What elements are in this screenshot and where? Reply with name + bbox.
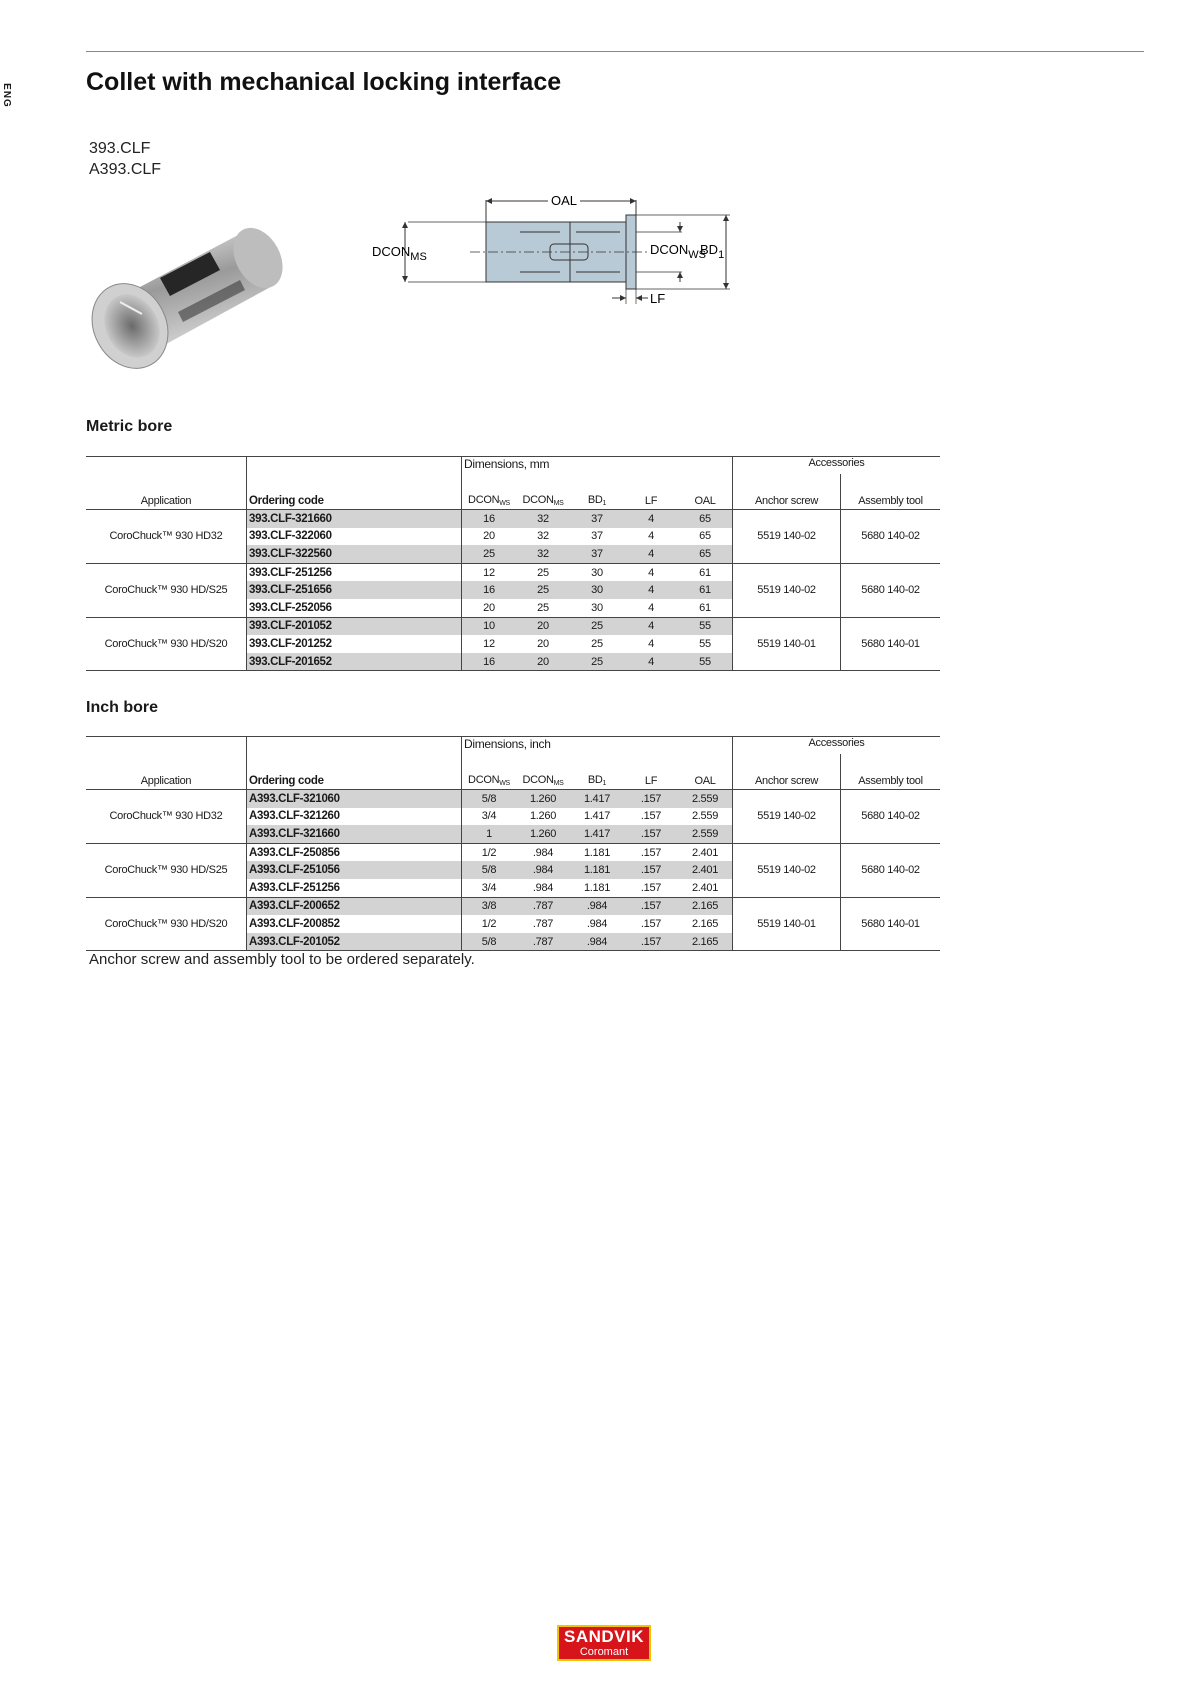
table-header-cell (86, 737, 247, 755)
table-cell: 4 (648, 530, 654, 543)
table-row (86, 563, 940, 581)
table-cell: 1/2 (462, 843, 517, 861)
table-cell: 5/8 (462, 790, 517, 808)
accessories-header: Accessories (733, 457, 941, 475)
table-cell: 1.260 (529, 810, 557, 823)
table-cell: 37 (570, 545, 624, 563)
ordering-code: A393.CLF-200652 (247, 897, 462, 915)
table-cell: 20 (462, 599, 517, 617)
table-cell: 12 (462, 563, 517, 581)
ordering-code: A393.CLF-321260 (247, 808, 462, 826)
table-cell: 65 (699, 530, 711, 543)
table-cell: .984 (532, 846, 554, 859)
table-cell: 2.559 (678, 825, 733, 843)
table-cell: 25 (516, 599, 570, 617)
application-cell: CoroChuck™ 930 HD/S25 (86, 563, 247, 617)
table-cell: .787 (516, 897, 570, 915)
table-cell: 1.181 (570, 861, 624, 879)
table-cell: 65 (678, 545, 733, 563)
footnote: Anchor screw and assembly tool to be ordered separately. (89, 951, 475, 968)
page-title: Collet with mechanical locking interface (86, 68, 562, 96)
dcon-ms-header: $DCON_{MS}$ (516, 474, 570, 510)
ordering-code: 393.CLF-251256 (247, 563, 462, 581)
application-cell: CoroChuck™ 930 HD32 (86, 790, 247, 844)
ordering-code: A393.CLF-200852 (247, 915, 462, 933)
ordering-code: 393.CLF-201652 (247, 653, 462, 671)
table-cell: 2.165 (678, 933, 733, 951)
table-cell: .157 (624, 790, 678, 808)
assembly-tool-cell: 5680 140-02 (841, 563, 941, 617)
table-cell: 2.401 (678, 861, 733, 879)
dcon-ws-header: $DCON_{WS}$ (462, 754, 517, 790)
table-cell: 30 (570, 599, 624, 617)
ordering-code: 393.CLF-201252 (247, 635, 462, 653)
table-cell: 20 (516, 617, 570, 635)
ordering-code: A393.CLF-251056 (247, 861, 462, 879)
table-cell: .157 (640, 917, 662, 930)
application-header: Application (86, 474, 247, 510)
assembly-tool-cell: 5680 140-02 (841, 790, 941, 844)
ordering-code: 393.CLF-252056 (247, 599, 462, 617)
ordering-code: 393.CLF-322060 (247, 528, 462, 546)
table-cell: .984 (570, 897, 624, 915)
table-cell: 32 (516, 545, 570, 563)
table-cell: .984 (570, 933, 624, 951)
dcon-ws-label (650, 242, 706, 261)
ordering-code: A393.CLF-201052 (247, 933, 462, 951)
logo-brand: SANDVIK (563, 1627, 644, 1646)
table-cell: 30 (591, 566, 603, 579)
table-cell: .157 (624, 897, 678, 915)
table-cell: 16 (462, 510, 517, 528)
table-cell: 55 (699, 637, 711, 650)
anchor-screw-cell: 5519 140-01 (733, 897, 841, 951)
ordering-code: 393.CLF-321660 (247, 510, 462, 528)
table-cell: 65 (678, 510, 733, 528)
drawing-text: DCON (372, 244, 411, 259)
ordering-code: A393.CLF-250856 (247, 843, 462, 861)
table-cell: 55 (678, 617, 733, 635)
table-cell: 61 (678, 581, 733, 599)
table-row (86, 897, 940, 915)
drawing-text: WS (688, 249, 707, 261)
anchor-screw-cell: 5519 140-01 (733, 617, 841, 671)
table-cell: 25 (570, 617, 624, 635)
table-cell: .984 (586, 917, 608, 930)
oal-header: OAL (678, 754, 733, 790)
table-cell: .787 (532, 917, 554, 930)
logo-sub-brand: Coromant (579, 1646, 629, 1658)
table-cell: 1.260 (516, 825, 570, 843)
table-cell: .157 (624, 933, 678, 951)
table-row (86, 617, 940, 635)
ordering-code-header: Ordering code (247, 474, 462, 510)
oal-label: OAL (550, 193, 578, 208)
table-cell: 32 (537, 530, 549, 543)
table-cell: 4 (624, 581, 678, 599)
ordering-code: A393.CLF-321060 (247, 790, 462, 808)
table-cell: 3/4 (462, 879, 517, 897)
oal-header: OAL (678, 474, 733, 510)
lf-label: LF (650, 291, 666, 306)
table-cell: 1 (462, 825, 517, 843)
table-cell: 4 (624, 653, 678, 671)
table-cell: .984 (516, 879, 570, 897)
table-cell: 61 (678, 599, 733, 617)
table-cell: 20 (537, 637, 549, 650)
anchor-screw-cell: 5519 140-02 (733, 510, 841, 564)
table-cell: 4 (624, 545, 678, 563)
ordering-code: A393.CLF-251256 (247, 879, 462, 897)
table-cell: .157 (624, 879, 678, 897)
table-header-cell (86, 457, 247, 475)
table-cell: 61 (699, 566, 711, 579)
table-cell: 2.559 (691, 810, 719, 823)
application-cell: CoroChuck™ 930 HD32 (86, 510, 247, 564)
anchor-screw-header: Anchor screw (733, 474, 841, 510)
anchor-screw-cell: 5519 140-02 (733, 790, 841, 844)
anchor-screw-cell: 5519 140-02 (733, 843, 841, 897)
drawing-text: BD (700, 242, 719, 257)
anchor-screw-header: Anchor screw (733, 754, 841, 790)
table-cell: 5/8 (462, 861, 517, 879)
table-cell: 3/8 (462, 897, 517, 915)
table-cell: 55 (678, 653, 733, 671)
table-cell: .787 (516, 933, 570, 951)
table-cell: 37 (591, 530, 603, 543)
product-code-metric: 393.CLF (89, 140, 151, 157)
table-cell: 2.165 (678, 897, 733, 915)
anchor-screw-cell: 5519 140-02 (733, 563, 841, 617)
dimensions-header: Dimensions, inch (462, 737, 733, 755)
table-cell: .984 (516, 861, 570, 879)
table-cell: 4 (624, 617, 678, 635)
bd1-header: $BD_1$ (570, 754, 624, 790)
table-cell: 4 (624, 510, 678, 528)
ordering-code: A393.CLF-321660 (247, 825, 462, 843)
application-cell: CoroChuck™ 930 HD/S20 (86, 897, 247, 951)
table-row (86, 510, 940, 528)
table-cell: 4 (624, 599, 678, 617)
assembly-tool-cell: 5680 140-02 (841, 843, 941, 897)
drawing-text (86, 754, 940, 790)
bd1-header: $BD_1$ (570, 474, 624, 510)
dcon-ms-label (372, 244, 427, 263)
dimensions-header: Dimensions, mm (462, 457, 733, 475)
application-cell: CoroChuck™ 930 HD/S20 (86, 617, 247, 671)
metric-table (86, 456, 940, 671)
ordering-code: 393.CLF-251656 (247, 581, 462, 599)
collet-product-image (90, 222, 290, 382)
dcon-ms-header: $DCON_{MS}$ (516, 754, 570, 790)
dimension-drawing (372, 188, 760, 318)
product-code-inch: A393.CLF (89, 161, 162, 178)
table-cell: 2.401 (691, 846, 719, 859)
table-cell: .157 (640, 846, 662, 859)
lf-header: LF (624, 754, 678, 790)
drawing-text: DCON (650, 242, 689, 257)
dcon-ws-header: $DCON_{WS}$ (462, 474, 517, 510)
table-cell: 1.417 (583, 810, 611, 823)
table-cell: 1/2 (462, 915, 517, 933)
table-cell: 20 (516, 653, 570, 671)
table-cell: 1.417 (570, 825, 624, 843)
assembly-tool-header: Assembly tool (841, 754, 941, 790)
table-header-cell (247, 737, 462, 755)
table-cell: 10 (462, 617, 517, 635)
table-cell: 4 (648, 566, 654, 579)
table-cell: 2.165 (691, 917, 719, 930)
top-divider (86, 51, 1144, 52)
table-cell: 1.417 (570, 790, 624, 808)
inch-section-title: Inch bore (86, 699, 159, 716)
assembly-tool-cell: 5680 140-02 (841, 510, 941, 564)
table-cell: 25 (516, 581, 570, 599)
drawing-text (86, 474, 940, 510)
table-cell: 32 (516, 510, 570, 528)
table-cell: 25 (462, 545, 517, 563)
table-header-cell (247, 457, 462, 475)
ordering-code-header: Ordering code (247, 754, 462, 790)
language-tag: ENG (0, 83, 12, 108)
accessories-header: Accessories (733, 737, 941, 755)
table-cell: 37 (570, 510, 624, 528)
metric-section-title: Metric bore (86, 418, 173, 435)
drawing-text: MS (410, 251, 427, 263)
sandvik-coromant-logo (557, 1625, 651, 1661)
table-cell: 5/8 (462, 933, 517, 951)
table-cell: 4 (648, 637, 654, 650)
ordering-code: 393.CLF-201052 (247, 617, 462, 635)
table-cell: 16 (462, 581, 517, 599)
application-cell: CoroChuck™ 930 HD/S25 (86, 843, 247, 897)
inch-table (86, 736, 940, 951)
table-cell: 1.181 (570, 879, 624, 897)
assembly-tool-header: Assembly tool (841, 474, 941, 510)
drawing-text (86, 457, 940, 475)
table-cell: 30 (570, 581, 624, 599)
table-cell: .157 (624, 825, 678, 843)
ordering-code: 393.CLF-322560 (247, 545, 462, 563)
lf-header: LF (624, 474, 678, 510)
application-header: Application (86, 754, 247, 790)
table-cell: 16 (462, 653, 517, 671)
table-cell: 25 (591, 637, 603, 650)
table-cell: 2.401 (678, 879, 733, 897)
product-codes (89, 138, 161, 180)
table-cell: 1.181 (583, 846, 611, 859)
assembly-tool-cell: 5680 140-01 (841, 617, 941, 671)
assembly-tool-cell: 5680 140-01 (841, 897, 941, 951)
table-cell: 1.260 (516, 790, 570, 808)
table-cell: 20 (462, 528, 517, 546)
table-cell: 2.559 (678, 790, 733, 808)
table-cell: 25 (537, 566, 549, 579)
table-cell: 12 (462, 635, 517, 653)
drawing-text (86, 737, 940, 755)
table-row (86, 843, 940, 861)
table-cell: 25 (570, 653, 624, 671)
table-cell: .157 (624, 861, 678, 879)
drawing-text: 1 (718, 249, 725, 261)
table-cell: 3/4 (462, 808, 517, 826)
table-cell: .157 (640, 810, 662, 823)
table-row (86, 790, 940, 808)
